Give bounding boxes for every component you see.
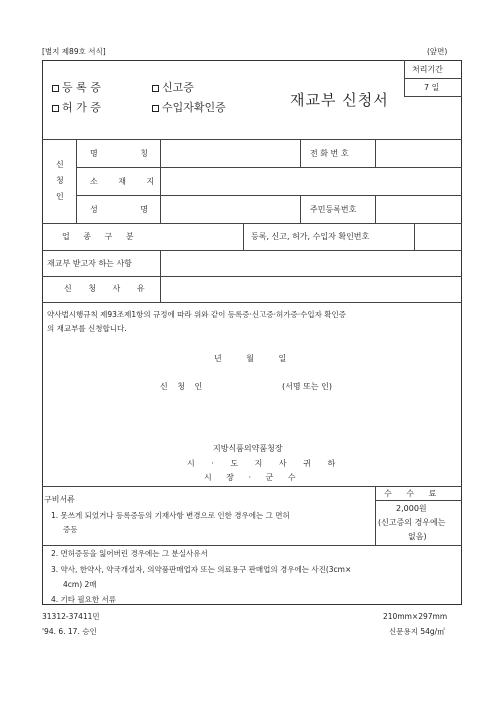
option-report[interactable]: 신고증 xyxy=(152,82,194,93)
applicant-group-char-1: 신 xyxy=(56,160,64,169)
addressee-1: 지방식품의약품청장 xyxy=(213,444,283,453)
label-reissue-items: 재교부 받고자 하는 사항 xyxy=(47,259,132,268)
label-business-type: 업 종 구 분 xyxy=(62,232,134,241)
applicant-line: 신 청 인 xyxy=(160,382,203,391)
label-name: 명 칭 xyxy=(90,149,148,158)
label-phone: 전 화 번 호 xyxy=(310,149,349,158)
body-line-2: 의 재교부를 신청합니다. xyxy=(47,324,127,333)
label-reason: 신 청 사 유 xyxy=(64,284,145,293)
checkbox-icon[interactable] xyxy=(52,85,59,92)
footer-code: 31312-37411민 xyxy=(42,612,100,621)
processing-period-value: 7 일 xyxy=(424,83,440,92)
form-title: 재교부 신청서 xyxy=(290,91,389,109)
signature-line: (서명 또는 인) xyxy=(282,382,332,391)
fee-value: 2,000원 xyxy=(396,504,427,513)
applicant-group-char-3: 인 xyxy=(56,192,64,201)
fee-label: 수 수 료 xyxy=(384,489,437,498)
date-line: 년 월 일 xyxy=(214,354,287,363)
label-resident-number: 주민등록번호 xyxy=(310,205,357,214)
checkbox-icon[interactable] xyxy=(152,105,159,112)
docs-item-1: 1. 못쓰게 되었거나 등록증등의 기재사항 변경으로 인한 경우에는 그 면허 xyxy=(51,511,290,520)
footer-size: 210mm×297mm xyxy=(383,612,448,621)
fee-note-2: 없음) xyxy=(408,532,427,541)
docs-label: 구비서류 xyxy=(44,495,75,504)
processing-period-label: 처리기간 xyxy=(412,65,443,74)
docs-item-1-cont: 증등 xyxy=(63,525,78,534)
checkbox-icon[interactable] xyxy=(152,85,159,92)
footer-approval: '94. 6. 17. 승인 xyxy=(42,627,97,636)
option-registration[interactable]: 등 록 증 xyxy=(52,82,101,93)
addressee-2: 시 · 도 지 사 귀 하 xyxy=(187,459,336,468)
label-person-name: 성 명 xyxy=(90,205,148,214)
footer-paper: 신문용지 54g/㎡ xyxy=(389,627,445,636)
page-side-label: (앞면) xyxy=(427,47,448,56)
option-permit[interactable]: 허 가 증 xyxy=(52,102,101,113)
docs-item-3-cont: 4cm) 2매 xyxy=(63,580,97,589)
applicant-group-char-2: 청 xyxy=(56,176,64,185)
addressee-3: 시 장 · 군 수 xyxy=(204,473,296,482)
docs-item-3: 3. 약사, 한약사, 약국개설자, 의약품판매업자 또는 의료용구 판매업의 경우에는 사진(3cm× xyxy=(51,565,352,574)
form-number: [별지 제89호 서식] xyxy=(42,47,106,56)
business-type-options: 등록, 신고, 허가, 수입자 확인번호 xyxy=(251,232,370,241)
docs-item-2: 2. 면허증등을 잃어버린 경우에는 그 분실사유서 xyxy=(51,549,208,558)
fee-note-1: (신고증의 경우에는 xyxy=(378,518,446,527)
docs-item-4: 4. 기타 필요한 서류 xyxy=(51,595,117,604)
checkbox-icon[interactable] xyxy=(52,105,59,112)
option-importer[interactable]: 수입자확인증 xyxy=(152,102,226,113)
label-address: 소 재 지 xyxy=(90,177,155,186)
body-line-1: 약사법시행규칙 제93조제1항의 규정에 따라 위와 같이 등록증·신고증·허가증·수입자 확인증 xyxy=(47,310,346,319)
